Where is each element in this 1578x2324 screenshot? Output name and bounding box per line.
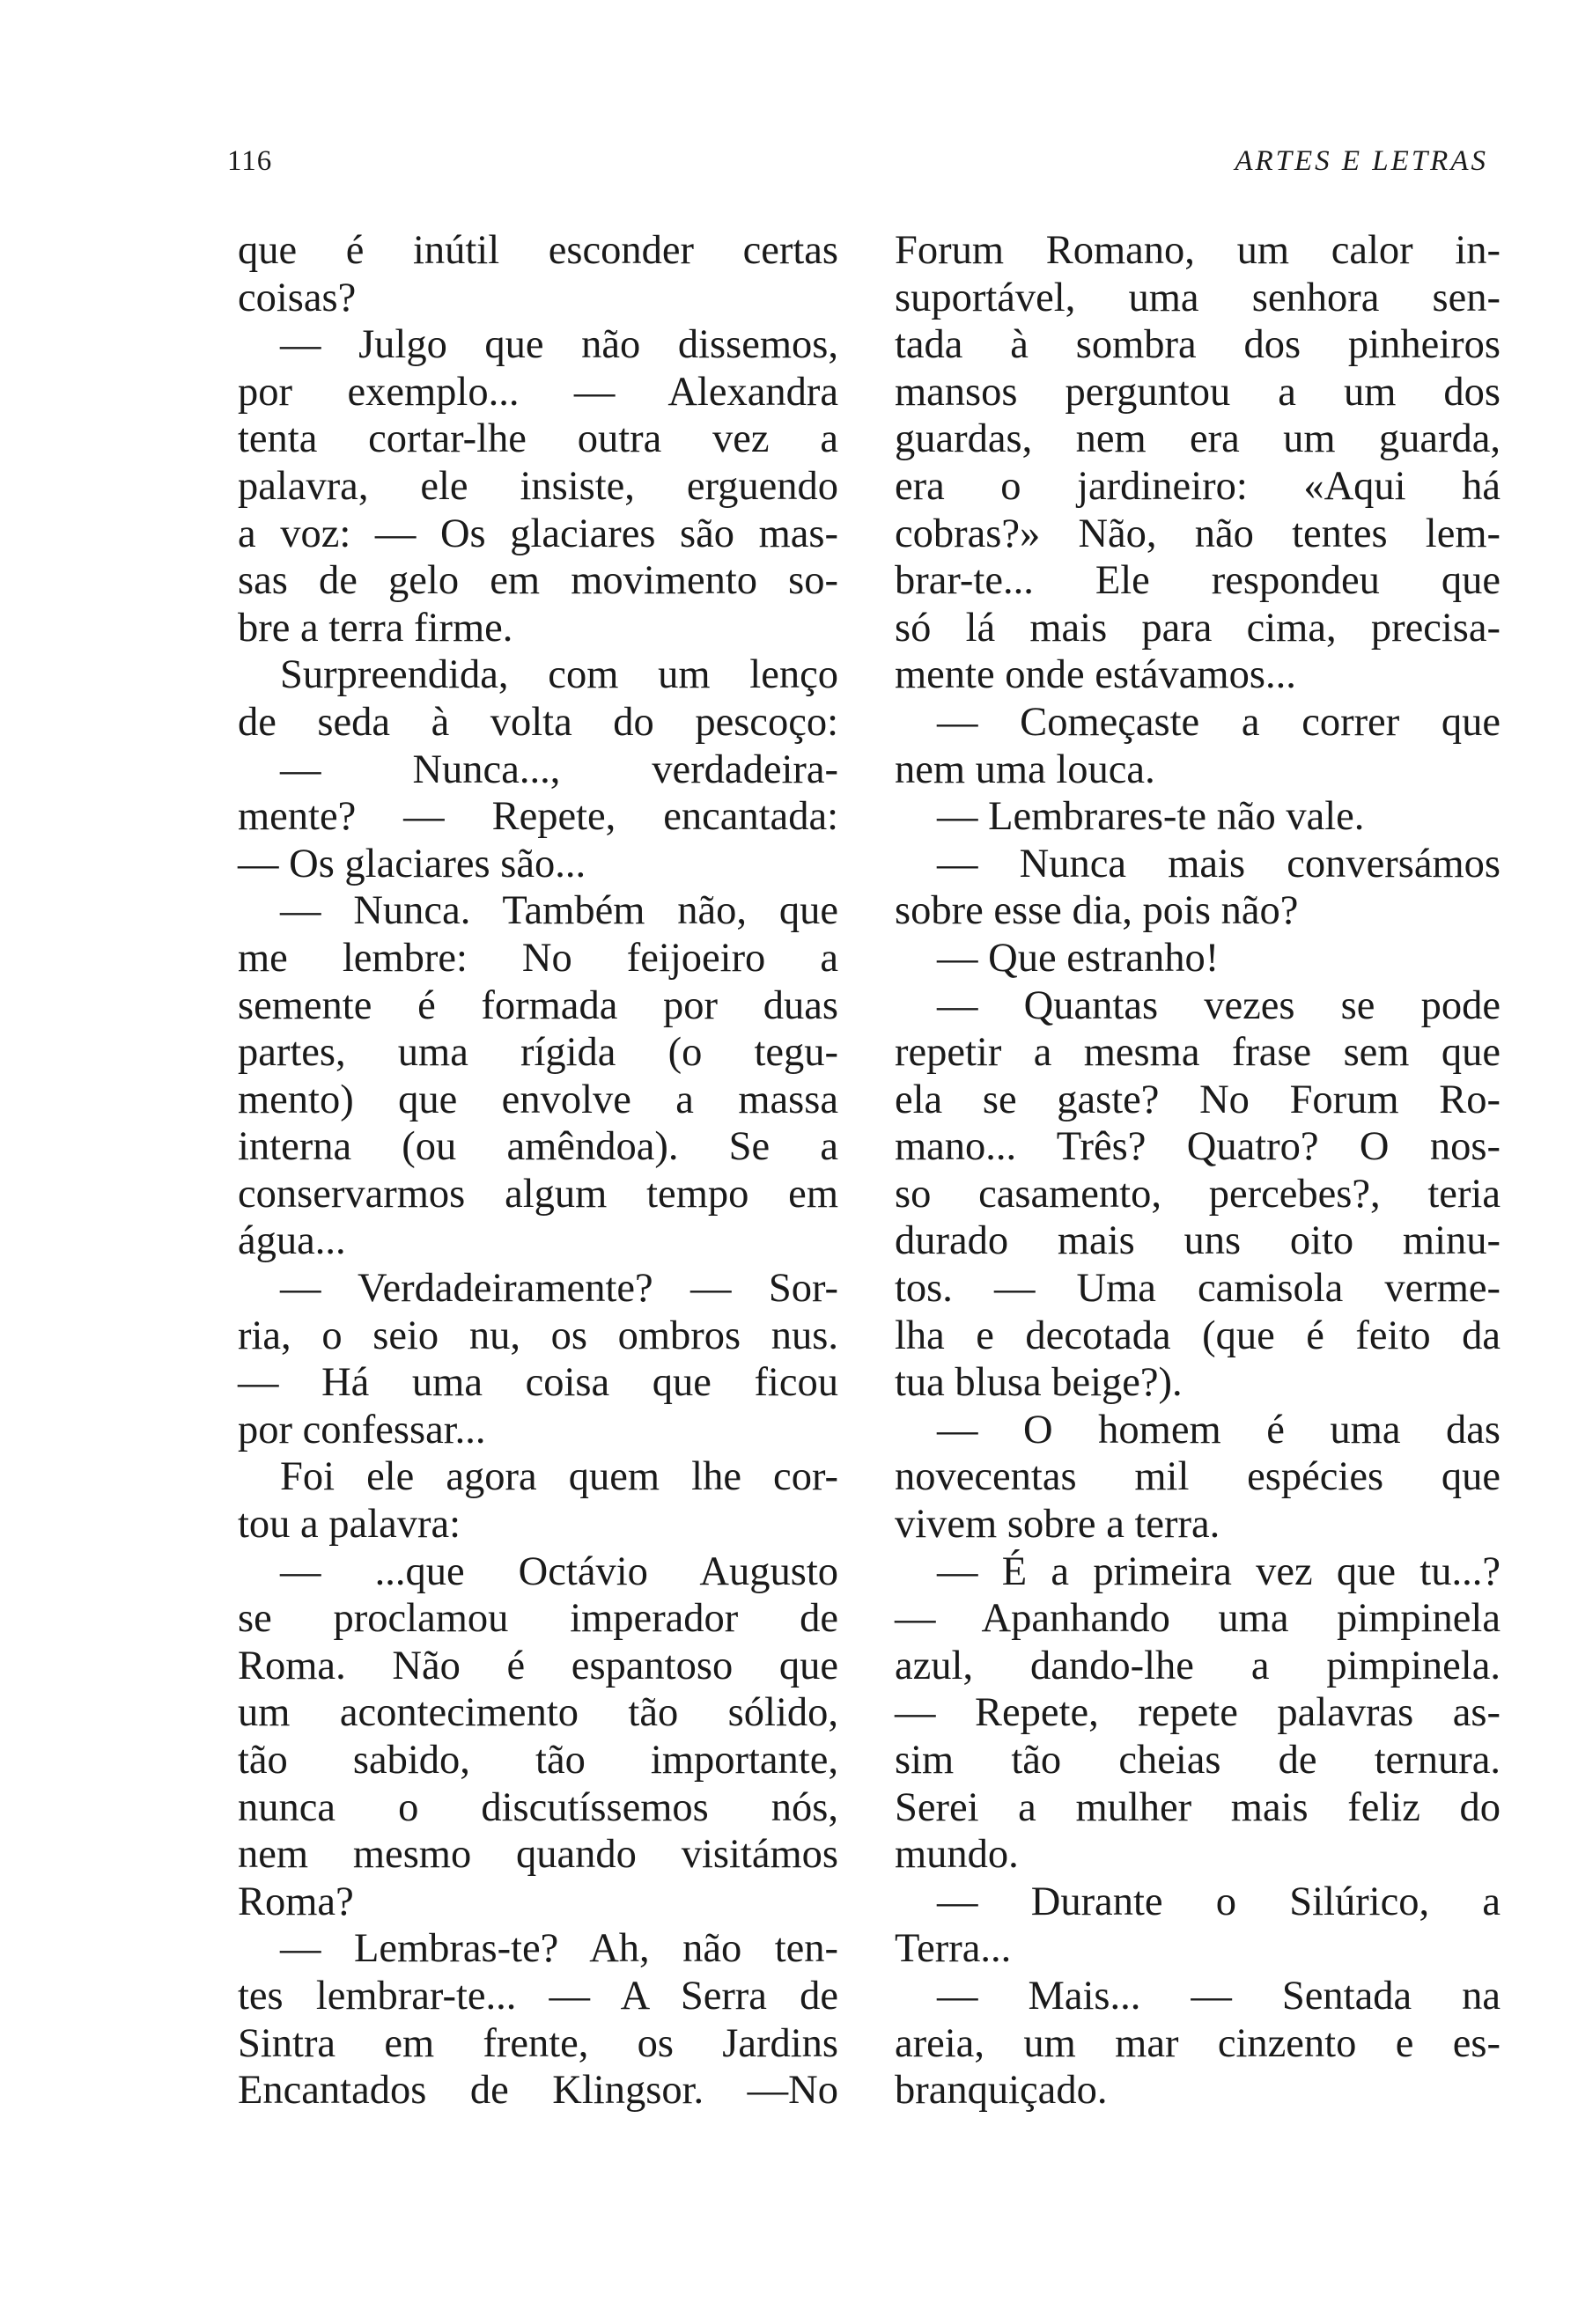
- text-line: — Apanhando uma pimpinela: [895, 1596, 1501, 1642]
- right-text-column: [895, 227, 1501, 2114]
- text-line: — ...que Octávio Augusto: [280, 1548, 838, 1594]
- text-line: ria, o seio nu, os ombros nus.: [238, 1313, 838, 1358]
- page-header: [227, 145, 1488, 195]
- text-line: nem mesmo quando visitámos: [238, 1832, 838, 1878]
- text-line: tada à sombra dos pinheiros: [895, 322, 1501, 368]
- text-line: — Lembrares-te não vale.: [937, 794, 1365, 840]
- text-line: vivem sobre a terra.: [895, 1502, 1220, 1548]
- text-line: lha e decotada (que é feito da: [895, 1313, 1501, 1358]
- text-line: Roma?: [238, 1879, 354, 1924]
- page-number: 116: [227, 145, 273, 177]
- text-line: mundo.: [895, 1832, 1019, 1878]
- text-line: brar-te... Ele respondeu que: [895, 558, 1501, 604]
- text-line: guardas, nem era um guarda,: [895, 416, 1501, 462]
- text-line: Roma. Não é espantoso que: [238, 1643, 838, 1688]
- text-line: conservarmos algum tempo em: [238, 1171, 838, 1217]
- text-line: mento) que envolve a massa: [238, 1077, 838, 1122]
- text-line: nunca o discutíssemos nós,: [238, 1784, 838, 1830]
- text-line: durado mais uns oito minu-: [895, 1218, 1501, 1264]
- text-line: só lá mais para cima, precisa-: [895, 605, 1501, 651]
- text-line: me lembre: No feijoeiro a: [238, 935, 838, 981]
- text-line: Encantados de Klingsor. —No: [238, 2068, 838, 2114]
- text-line: ela se gaste? No Forum Ro-: [895, 1077, 1501, 1122]
- text-line: Serei a mulher mais feliz do: [895, 1784, 1501, 1830]
- text-line: que é inútil esconder certas: [238, 228, 838, 273]
- text-line: — Repete, repete palavras as-: [895, 1690, 1501, 1736]
- text-line: era o jardineiro: «Aqui há: [895, 463, 1501, 509]
- text-line: partes, uma rígida (o tegu-: [238, 1030, 838, 1076]
- text-line: areia, um mar cinzento e es-: [895, 2020, 1501, 2066]
- text-line: — Nunca..., verdadeira-: [280, 746, 838, 792]
- text-line: — Durante o Silúrico, a: [937, 1879, 1501, 1924]
- text-line: — Quantas vezes se pode: [937, 982, 1501, 1028]
- text-line: — Os glaciares são...: [238, 841, 586, 886]
- text-line: sas de gelo em movimento so-: [238, 558, 838, 604]
- text-line: — Nunca. Também não, que: [280, 888, 838, 934]
- text-line: tes lembrar-te... — A Serra de: [238, 1973, 838, 2019]
- text-line: Sintra em frente, os Jardins: [238, 2020, 838, 2066]
- text-line: — Nunca mais conversámos: [937, 841, 1501, 886]
- text-line: mano... Três? Quatro? O nos-: [895, 1124, 1501, 1170]
- text-line: — Julgo que não dissemos,: [280, 322, 838, 368]
- text-line: so casamento, percebes?, teria: [895, 1171, 1501, 1217]
- text-line: — É a primeira vez que tu...?: [937, 1548, 1501, 1594]
- text-line: — Há uma coisa que ficou: [238, 1360, 838, 1406]
- text-line: — Que estranho!: [937, 935, 1220, 981]
- text-line: bre a terra firme.: [238, 605, 513, 651]
- text-line: novecentas mil espécies que: [895, 1454, 1501, 1500]
- text-line: tos. — Uma camisola verme-: [895, 1266, 1501, 1312]
- text-line: cobras?» Não, não tentes lem-: [895, 511, 1501, 556]
- text-line: mente? — Repete, encantada:: [238, 794, 838, 840]
- text-line: por confessar...: [238, 1407, 486, 1452]
- text-line: Forum Romano, um calor in-: [895, 228, 1501, 273]
- text-line: sim tão cheias de ternura.: [895, 1738, 1501, 1783]
- text-line: mente onde estávamos...: [895, 652, 1296, 698]
- left-text-column: [238, 227, 838, 2114]
- text-line: se proclamou imperador de: [238, 1596, 838, 1642]
- text-line: de seda à volta do pescoço:: [238, 699, 838, 745]
- text-line: tua blusa beige?).: [895, 1360, 1183, 1406]
- text-line: tenta cortar-lhe outra vez a: [238, 416, 838, 462]
- text-line: mansos perguntou a um dos: [895, 369, 1501, 415]
- text-line: azul, dando-lhe a pimpinela.: [895, 1643, 1501, 1688]
- text-line: — Verdadeiramente? — Sor-: [280, 1266, 838, 1312]
- text-line: — Mais... — Sentada na: [937, 1973, 1501, 2019]
- text-line: Surpreendida, com um lenço: [280, 652, 838, 698]
- text-line: branquiçado.: [895, 2068, 1108, 2114]
- text-line: a voz: — Os glaciares são mas-: [238, 511, 838, 556]
- text-line: — O homem é uma das: [937, 1407, 1501, 1452]
- text-line: nem uma louca.: [895, 746, 1155, 792]
- text-line: repetir a mesma frase sem que: [895, 1030, 1501, 1076]
- text-line: suportável, uma senhora sen-: [895, 275, 1501, 320]
- text-line: tou a palavra:: [238, 1502, 461, 1548]
- text-line: — Começaste a correr que: [937, 699, 1501, 745]
- running-title: ARTES E LETRAS: [1235, 145, 1488, 177]
- text-line: Foi ele agora quem lhe cor-: [280, 1454, 838, 1500]
- text-line: água...: [238, 1218, 346, 1264]
- text-line: por exemplo... — Alexandra: [238, 369, 838, 415]
- text-line: um acontecimento tão sólido,: [238, 1690, 838, 1736]
- text-line: — Lembras-te? Ah, não ten-: [280, 1926, 838, 1972]
- text-line: sobre esse dia, pois não?: [895, 888, 1299, 934]
- text-line: palavra, ele insiste, erguendo: [238, 463, 838, 509]
- text-line: tão sabido, tão importante,: [238, 1738, 838, 1783]
- text-line: semente é formada por duas: [238, 982, 838, 1028]
- text-line: Terra...: [895, 1926, 1012, 1972]
- text-line: interna (ou amêndoa). Se a: [238, 1124, 838, 1170]
- text-line: coisas?: [238, 275, 357, 320]
